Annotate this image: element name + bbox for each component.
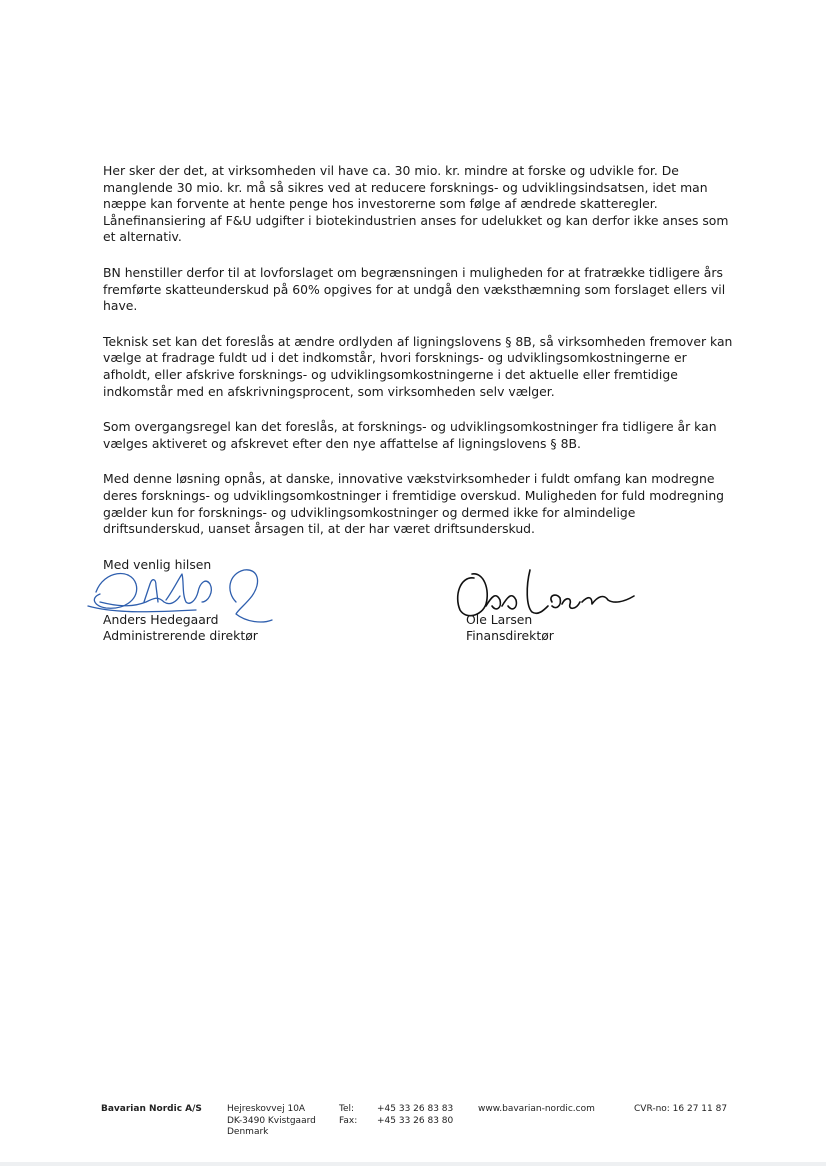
signatory-title: Finansdirektør <box>466 628 554 643</box>
footer-company: Bavarian Nordic A/S <box>101 1104 202 1114</box>
signatory-right <box>466 612 554 644</box>
signatory-left <box>103 612 258 644</box>
paragraph: Som overgangsregel kan det foreslås, at forsknings- og udviklingsomkostninger fra tidligere år kan vælges aktiveret og afskrevet efter den nye affattelse af ligningslovens § 8B. <box>103 419 717 451</box>
paragraph: BN henstiller derfor til at lovforslaget om begrænsningen i muligheden for at fratrække tidligere års fremførte skatteunderskud på 60% opgives for at undgå den væksthæmning som forslaget ellers vil have. <box>103 264 726 314</box>
footer-address <box>227 1104 316 1139</box>
signatory-title: Administrerende direktør <box>103 628 258 643</box>
footer-contact-labels <box>339 1104 357 1127</box>
page-bottom-edge <box>0 1162 826 1166</box>
closing-salutation: Med venlig hilsen <box>103 556 212 572</box>
paragraph: Her sker der det, at virksomheden vil have ca. 30 mio. kr. mindre at forske og udvikle for. De manglende 30 mio. kr. må så sikres ved at reducere forsknings- og udviklingsindsatsen, idet man næppe kan forvente at hente penge hos investorerne som følge af ændrede skatteregler. Lånefinansiering af F&U udgifter i biotekindustrien anses for udelukket og kan derfor ikke anses som et alternativ. <box>103 163 729 245</box>
footer-cvr: CVR-no: 16 27 11 87 <box>634 1104 728 1114</box>
footer-contact-numbers <box>377 1104 453 1127</box>
fax-label: Fax: <box>339 1115 358 1126</box>
footer-website: www.bavarian-nordic.com <box>478 1104 595 1114</box>
address-line: Denmark <box>227 1127 269 1137</box>
signatory-name: Ole Larsen <box>466 612 533 627</box>
paragraph: Med denne løsning opnås, at danske, innovative vækstvirksomheder i fuldt omfang kan modregne deres forsknings- og udviklingsomkostninger i fremtidige overskud. Muligheden for fuld modregning gælder kun for forsknings- og udviklingsomkostninger og dermed ikke for almindelige driftsunderskud, uanset årsagen til, at der har været driftsunderskud. <box>103 471 725 537</box>
address-line: DK-3490 Kvistgaard <box>227 1115 316 1126</box>
letter-body <box>103 163 733 592</box>
fax-number: +45 33 26 83 80 <box>377 1115 454 1126</box>
phone-number: +45 33 26 83 83 <box>377 1104 454 1114</box>
signatory-name: Anders Hedegaard <box>103 612 219 627</box>
paragraph: Teknisk set kan det foreslås at ændre ordlyden af ligningslovens § 8B, så virksomheden fremover kan vælge at fradrage fuldt ud i det indkomstår, hvori forsknings- og udviklingsomkostningerne er afholdt, eller afskrive forsknings- og udviklingsomkostningerne i det aktuelle eller fremtidige indkomstår med en afskrivningsprocent, som virksomheden selv vælger. <box>103 333 733 399</box>
phone-label: Tel: <box>339 1104 355 1114</box>
address-line: Hejreskovvej 10A <box>227 1104 306 1114</box>
